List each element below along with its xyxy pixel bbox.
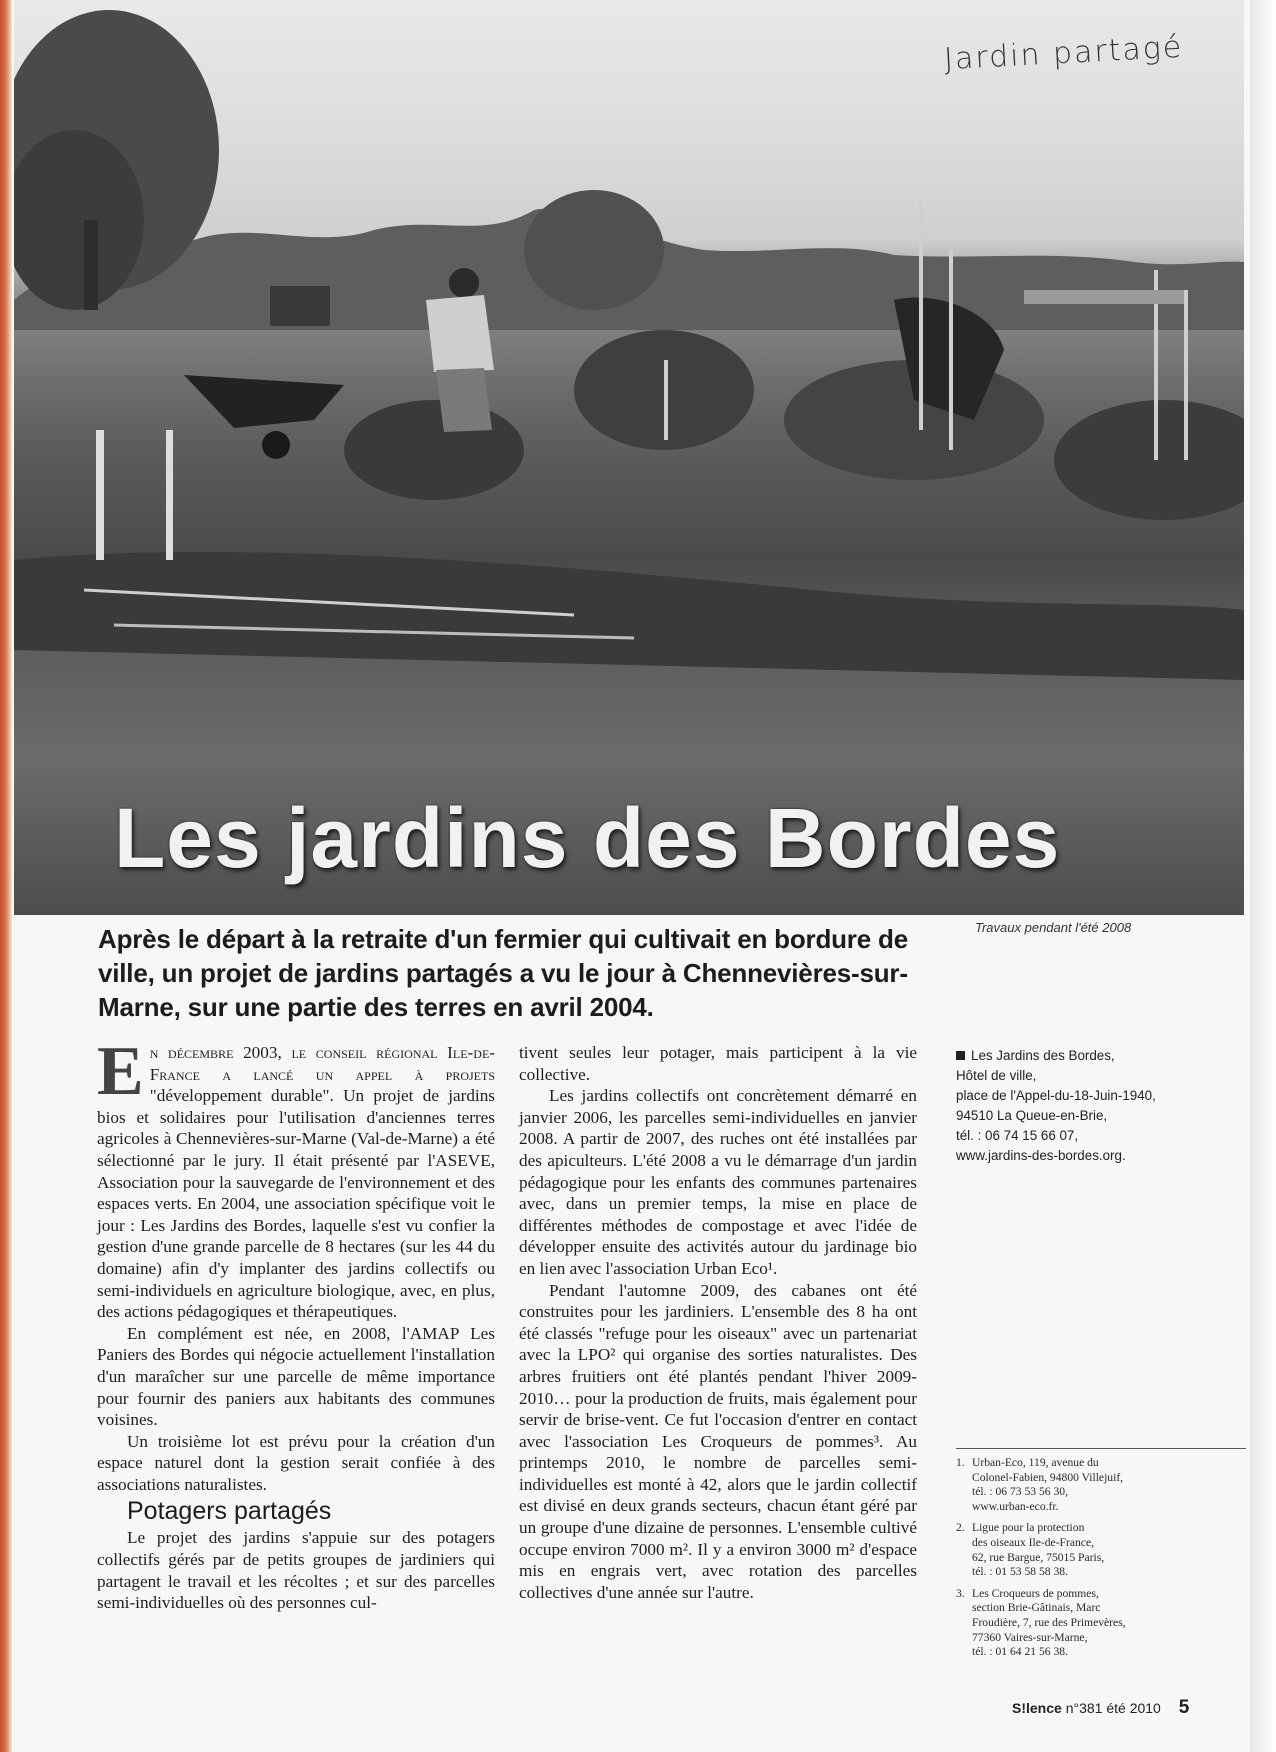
paragraph-continued: tivent seules leur potager, mais participent à la vie collective. bbox=[519, 1043, 917, 1084]
page-footer bbox=[1012, 1697, 1189, 1719]
paragraph-intro bbox=[97, 1033, 495, 1323]
page-number: 5 bbox=[1178, 1697, 1190, 1718]
footnote: 2. Ligue pour la protection des oiseaux Ile-de-France, 62, rue Bargue, 75015 Paris, tél. : 01 53 58 58 38. bbox=[956, 1521, 1105, 1579]
address-line: www.jardins-des-bordes.org. bbox=[956, 1148, 1126, 1163]
intro-small-caps: n décembre 2003, le conseil régional Ile-de-France a lancé un appel à projets bbox=[149, 1043, 495, 1084]
handwritten-section-tag: Jardin partagé bbox=[943, 29, 1185, 78]
paragraph-third-lot: Un troisième lot est prévu pour la création d'un espace naturel dont la gestion serait confiée à des associations naturalistes. bbox=[97, 1431, 495, 1494]
article-title: Les jardins des Bordes bbox=[114, 791, 1061, 885]
intro-text: "développement durable". Un projet de jardins bios et solidaires pour l'utilisation d'anciennes terres agricoles à Chennevières-sur-Marne (Val-de-Marne) a été sélectionné par le jury. Il était présenté par l'ASEVE, Association pour la sauvegarde de l'environnement et des espaces verts. En 2004, une association spécifique voit le jour : Les Jardins des Bordes, laquelle s'est vu confier la gestion d'une grande parcelle de 8 hectares (sur les 44 du domaine) afin d'y implanter des jardins collectifs ou semi-individuels en agriculture biologique, avec, en plus, des actions pédagogiques et thérapeutiques. bbox=[97, 1086, 495, 1322]
article-column-2 bbox=[519, 1042, 917, 1603]
paragraph-history: Les jardins collectifs ont concrètement démarré en janvier 2006, les parcelles semi-individuelles en janvier 2008. A partir de 2007, des ruches ont été installées par des apiculteurs. L'été 2008 a vu le démarrage d'un jardin pédagogique pour les enfants des communes partenaires avec, dans un premier temps, la mise en place de différentes méthodes de compostage et avec l'idée de développer ensuite des activités autour du jardinage bio en lien avec l'association Urban Eco¹. bbox=[519, 1086, 917, 1278]
notes-divider bbox=[956, 1448, 1246, 1449]
address-line: Les Jardins des Bordes, bbox=[956, 1046, 1216, 1066]
contact-address bbox=[956, 1046, 1216, 1166]
footnote: 3. Les Croqueurs de pommes, section Brie-Gâtinais, Marc Froudière, 7, rue des Primevères, 77360 Vaires-sur-Marne, tél. : 01 64 21 56 38. bbox=[956, 1586, 1126, 1659]
magazine-name: S!lence bbox=[1012, 1700, 1062, 1716]
page-left-edge bbox=[0, 0, 12, 1752]
issue-info: n°381 été 2010 bbox=[1065, 1700, 1161, 1716]
footnotes bbox=[956, 1456, 1216, 1667]
photo-caption: Travaux pendant l'été 2008 bbox=[975, 920, 1132, 935]
article-lead: Après le départ à la retraite d'un fermier qui cultivait en bordure de ville, un projet de jardins partagés a vu le jour à Chennevières-sur-Marne, sur une partie des terres en avril 2004. bbox=[98, 924, 908, 1022]
paragraph-potagers: Le projet des jardins s'appuie sur des potagers collectifs gérés par de petits groupes de jardiniers qui partagent le travail et les récoltes ; et sur des parcelles semi-individuelles où des personnes cul- bbox=[97, 1528, 495, 1613]
garden-photo-illustration bbox=[14, 0, 1244, 915]
page-right-edge bbox=[1250, 0, 1276, 1752]
article-column-1 bbox=[97, 1033, 495, 1614]
drop-cap: E bbox=[97, 1033, 144, 1110]
address-line: 94510 La Queue-en-Brie, bbox=[956, 1108, 1108, 1123]
garden-photo bbox=[14, 0, 1244, 915]
subheading: Potagers partagés bbox=[127, 1497, 332, 1526]
square-bullet-icon bbox=[956, 1051, 965, 1060]
paragraph-autumn-2009: Pendant l'automne 2009, des cabanes ont été construites pour les jardiniers. L'ensemble des 8 ha ont été classés "refuge pour les oiseaux" avec un partenariat avec la LPO² qui organise des sorties naturalistes. Des arbres fruitiers ont été plantés pendant l'hiver 2009-2010… pour la production de fruits, mais également pour servir de brise-vent. Ce fut l'occasion d'entrer en contact avec l'association Les Croqueurs de pommes³. Au printemps 2010, le nombre de parcelles semi-individuelles est monté à 42, alors que le jardin collectif est divisé en deux grands secteurs, chacun étant géré par un groupe d'une dizaine de personnes. L'ensemble cultivé occupe environ 7000 m². Il y a environ 3000 m² d'espace mis en engrais vert, avec rotation des parcelles collectives d'une année sur l'autre. bbox=[519, 1280, 917, 1602]
address-line: Hôtel de ville, bbox=[956, 1068, 1037, 1083]
footnote: 1. Urban-Eco, 119, avenue du Colonel-Fabien, 94800 Villejuif, tél. : 06 73 53 56 30, www.urban-eco.fr. bbox=[956, 1456, 1124, 1513]
paragraph-amap: En complément est née, en 2008, l'AMAP Les Paniers des Bordes qui négocie actuellement l'installation d'un maraîcher sur une parcelle de même importance pour fournir des paniers aux habitants des communes voisines. bbox=[97, 1323, 495, 1430]
address-line: place de l'Appel-du-18-Juin-1940, bbox=[956, 1088, 1156, 1103]
address-line: tél. : 06 74 15 66 07, bbox=[956, 1128, 1079, 1143]
